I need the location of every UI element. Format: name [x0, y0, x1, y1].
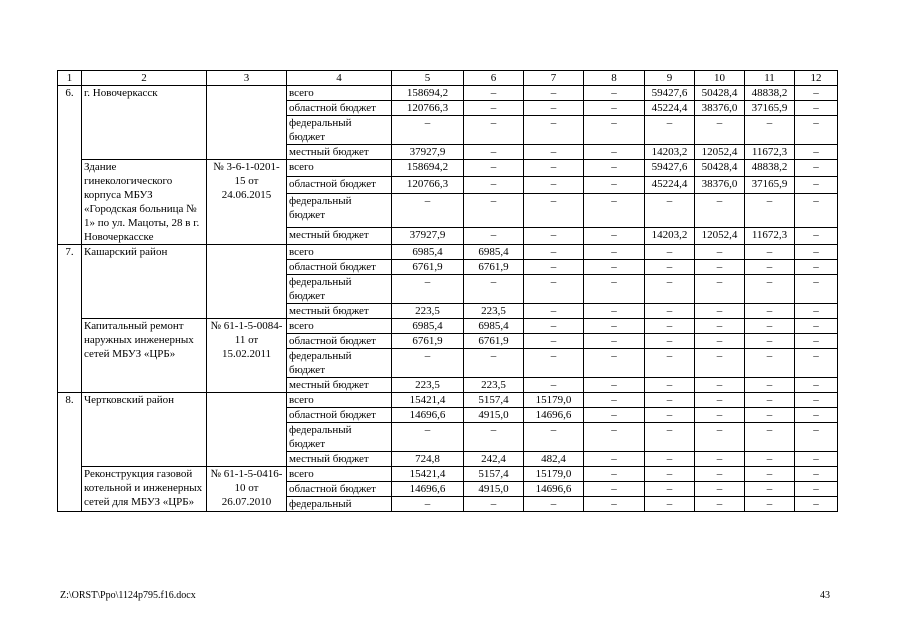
amount-cell: 50428,4 [695, 160, 745, 177]
amount-cell: – [745, 378, 795, 393]
document-ref [207, 86, 287, 160]
funding-source: федеральный бюджет [287, 194, 392, 227]
column-number-header: 11 [745, 71, 795, 86]
amount-cell: – [392, 497, 464, 512]
amount-cell: – [524, 334, 584, 349]
amount-cell: – [745, 482, 795, 497]
column-number-header: 7 [524, 71, 584, 86]
amount-cell: – [524, 275, 584, 304]
amount-cell: 223,5 [392, 378, 464, 393]
column-number-header: 3 [207, 71, 287, 86]
amount-cell: – [795, 260, 838, 275]
amount-cell: 45224,4 [645, 177, 695, 194]
amount-cell: – [584, 497, 645, 512]
column-number-header: 9 [645, 71, 695, 86]
amount-cell: – [584, 160, 645, 177]
amount-cell: – [745, 260, 795, 275]
row-number: 8. [58, 393, 82, 512]
funding-source: областной бюджет [287, 408, 392, 423]
table-row [58, 467, 838, 482]
amount-cell: – [695, 408, 745, 423]
funding-source: областной бюджет [287, 482, 392, 497]
amount-cell: – [524, 160, 584, 177]
funding-source: местный бюджет [287, 304, 392, 319]
amount-cell: – [695, 349, 745, 378]
amount-cell: – [695, 467, 745, 482]
amount-cell: – [584, 116, 645, 145]
amount-cell: – [464, 101, 524, 116]
funding-source: всего [287, 86, 392, 101]
row-number: 6. [58, 86, 82, 245]
footer-file-path: Z:\ORST\Ppo\1124p795.f16.docx [60, 590, 196, 601]
amount-cell: – [695, 393, 745, 408]
amount-cell: 5157,4 [464, 467, 524, 482]
funding-source: федеральный бюджет [287, 349, 392, 378]
object-name: Здание гинекологического корпуса МБУЗ «Городская больница № 1» по ул. Мацоты, 28 в г. Новочеркасске [82, 160, 207, 245]
amount-cell: 12052,4 [695, 227, 745, 244]
amount-cell: – [464, 145, 524, 160]
column-number-header: 8 [584, 71, 645, 86]
document-ref [207, 245, 287, 319]
amount-cell: – [745, 349, 795, 378]
amount-cell: – [695, 194, 745, 227]
table-body [58, 71, 838, 512]
amount-cell: – [584, 260, 645, 275]
amount-cell: – [524, 378, 584, 393]
table-row [58, 86, 838, 101]
amount-cell: – [695, 482, 745, 497]
amount-cell: – [695, 245, 745, 260]
amount-cell: – [524, 260, 584, 275]
amount-cell: – [795, 423, 838, 452]
amount-cell: – [645, 408, 695, 423]
amount-cell: – [464, 86, 524, 101]
column-number-header: 1 [58, 71, 82, 86]
amount-cell: – [584, 86, 645, 101]
column-number-header: 6 [464, 71, 524, 86]
table-row [58, 319, 838, 334]
amount-cell: – [645, 275, 695, 304]
amount-cell: – [795, 304, 838, 319]
amount-cell: – [464, 116, 524, 145]
table-row [58, 393, 838, 408]
amount-cell: – [695, 260, 745, 275]
amount-cell: – [695, 423, 745, 452]
funding-source: всего [287, 319, 392, 334]
amount-cell: – [645, 116, 695, 145]
amount-cell: 6761,9 [392, 260, 464, 275]
amount-cell: 15179,0 [524, 393, 584, 408]
amount-cell: 223,5 [392, 304, 464, 319]
amount-cell: 724,8 [392, 452, 464, 467]
amount-cell: – [584, 334, 645, 349]
amount-cell: – [645, 452, 695, 467]
amount-cell: – [745, 452, 795, 467]
budget-table [57, 70, 838, 512]
amount-cell: – [524, 227, 584, 244]
object-name: Реконструкция газовой котельной и инженерных сетей для МБУЗ «ЦРБ» [82, 467, 207, 512]
funding-source: федеральный бюджет [287, 116, 392, 145]
amount-cell: – [795, 319, 838, 334]
amount-cell: 6985,4 [464, 319, 524, 334]
amount-cell: – [645, 260, 695, 275]
amount-cell: – [795, 227, 838, 244]
amount-cell: – [524, 349, 584, 378]
amount-cell: 45224,4 [645, 101, 695, 116]
amount-cell: 4915,0 [464, 408, 524, 423]
funding-source: местный бюджет [287, 452, 392, 467]
document-ref [207, 393, 287, 467]
column-number-header: 2 [82, 71, 207, 86]
amount-cell: – [795, 145, 838, 160]
amount-cell: – [745, 116, 795, 145]
amount-cell: – [745, 467, 795, 482]
amount-cell: – [745, 304, 795, 319]
amount-cell: – [795, 116, 838, 145]
amount-cell: – [645, 349, 695, 378]
amount-cell: 6985,4 [392, 245, 464, 260]
amount-cell: – [795, 482, 838, 497]
amount-cell: – [584, 349, 645, 378]
amount-cell: – [584, 393, 645, 408]
amount-cell: – [645, 245, 695, 260]
amount-cell: – [524, 116, 584, 145]
amount-cell: – [524, 177, 584, 194]
object-name: Кашарский район [82, 245, 207, 319]
amount-cell: – [584, 482, 645, 497]
amount-cell: – [695, 319, 745, 334]
amount-cell: – [645, 393, 695, 408]
funding-source: всего [287, 160, 392, 177]
amount-cell: – [745, 423, 795, 452]
amount-cell: – [524, 145, 584, 160]
document-ref: № 61-1-5-0416-10 от 26.07.2010 [207, 467, 287, 512]
amount-cell: 15421,4 [392, 467, 464, 482]
amount-cell: 158694,2 [392, 86, 464, 101]
amount-cell: – [795, 334, 838, 349]
object-name: г. Новочеркасск [82, 86, 207, 160]
amount-cell: – [695, 378, 745, 393]
amount-cell: – [584, 275, 645, 304]
column-number-header: 12 [795, 71, 838, 86]
amount-cell: – [584, 452, 645, 467]
amount-cell: – [392, 194, 464, 227]
amount-cell: 120766,3 [392, 101, 464, 116]
amount-cell: 6761,9 [392, 334, 464, 349]
funding-source: местный бюджет [287, 227, 392, 244]
amount-cell: – [584, 423, 645, 452]
amount-cell: 4915,0 [464, 482, 524, 497]
amount-cell: – [695, 497, 745, 512]
column-number-header: 5 [392, 71, 464, 86]
amount-cell: 38376,0 [695, 177, 745, 194]
amount-cell: – [795, 497, 838, 512]
amount-cell: – [392, 116, 464, 145]
amount-cell: 223,5 [464, 304, 524, 319]
funding-source: областной бюджет [287, 334, 392, 349]
amount-cell: – [695, 275, 745, 304]
funding-source: всего [287, 393, 392, 408]
amount-cell: 37165,9 [745, 101, 795, 116]
amount-cell: 223,5 [464, 378, 524, 393]
amount-cell: – [584, 319, 645, 334]
funding-source: местный бюджет [287, 378, 392, 393]
amount-cell: – [795, 408, 838, 423]
amount-cell: 38376,0 [695, 101, 745, 116]
amount-cell: 14203,2 [645, 145, 695, 160]
amount-cell: – [464, 275, 524, 304]
funding-source: местный бюджет [287, 145, 392, 160]
column-number-header: 4 [287, 71, 392, 86]
document-ref: № 3-6-1-0201-15 от 24.06.2015 [207, 160, 287, 245]
amount-cell: – [392, 423, 464, 452]
amount-cell: 14696,6 [524, 408, 584, 423]
amount-cell: 6761,9 [464, 260, 524, 275]
funding-source: всего [287, 245, 392, 260]
amount-cell: 5157,4 [464, 393, 524, 408]
amount-cell: – [392, 349, 464, 378]
object-name: Чертковский район [82, 393, 207, 467]
amount-cell: 50428,4 [695, 86, 745, 101]
amount-cell: – [795, 452, 838, 467]
amount-cell: – [795, 86, 838, 101]
column-number-header: 10 [695, 71, 745, 86]
amount-cell: – [584, 304, 645, 319]
amount-cell: – [524, 194, 584, 227]
amount-cell: 482,4 [524, 452, 584, 467]
amount-cell: 12052,4 [695, 145, 745, 160]
amount-cell: – [795, 177, 838, 194]
amount-cell: – [745, 408, 795, 423]
funding-source: областной бюджет [287, 177, 392, 194]
amount-cell: 15179,0 [524, 467, 584, 482]
amount-cell: 14203,2 [645, 227, 695, 244]
amount-cell: – [584, 145, 645, 160]
funding-source: федеральный [287, 497, 392, 512]
amount-cell: – [464, 227, 524, 244]
amount-cell: – [745, 245, 795, 260]
amount-cell: – [745, 194, 795, 227]
amount-cell: – [795, 378, 838, 393]
amount-cell: – [524, 86, 584, 101]
amount-cell: 14696,6 [392, 482, 464, 497]
amount-cell: – [745, 275, 795, 304]
amount-cell: – [584, 177, 645, 194]
amount-cell: – [795, 275, 838, 304]
amount-cell: – [645, 497, 695, 512]
amount-cell: 11672,3 [745, 145, 795, 160]
amount-cell: – [524, 423, 584, 452]
amount-cell: 6761,9 [464, 334, 524, 349]
amount-cell: – [584, 194, 645, 227]
amount-cell: – [645, 467, 695, 482]
amount-cell: 15421,4 [392, 393, 464, 408]
amount-cell: – [645, 423, 695, 452]
amount-cell: 37927,9 [392, 145, 464, 160]
page-number: 43 [820, 590, 830, 601]
amount-cell: – [645, 334, 695, 349]
amount-cell: 120766,3 [392, 177, 464, 194]
amount-cell: – [695, 452, 745, 467]
amount-cell: 14696,6 [392, 408, 464, 423]
amount-cell: – [795, 393, 838, 408]
amount-cell: – [464, 194, 524, 227]
amount-cell: – [645, 304, 695, 319]
amount-cell: – [695, 334, 745, 349]
amount-cell: – [464, 423, 524, 452]
amount-cell: – [645, 194, 695, 227]
amount-cell: – [464, 497, 524, 512]
amount-cell: – [645, 482, 695, 497]
amount-cell: 6985,4 [464, 245, 524, 260]
amount-cell: – [524, 245, 584, 260]
amount-cell: – [645, 378, 695, 393]
amount-cell: – [645, 319, 695, 334]
amount-cell: – [524, 304, 584, 319]
document-ref: № 61-1-5-0084-11 от 15.02.2011 [207, 319, 287, 393]
amount-cell: – [392, 275, 464, 304]
amount-cell: 59427,6 [645, 160, 695, 177]
amount-cell: 6985,4 [392, 319, 464, 334]
funding-source: всего [287, 467, 392, 482]
amount-cell: – [584, 245, 645, 260]
amount-cell: – [795, 467, 838, 482]
amount-cell: 158694,2 [392, 160, 464, 177]
amount-cell: – [584, 378, 645, 393]
funding-source: областной бюджет [287, 101, 392, 116]
amount-cell: 59427,6 [645, 86, 695, 101]
amount-cell: – [795, 349, 838, 378]
amount-cell: – [745, 319, 795, 334]
amount-cell: – [795, 101, 838, 116]
amount-cell: – [795, 194, 838, 227]
amount-cell: 37927,9 [392, 227, 464, 244]
amount-cell: 37165,9 [745, 177, 795, 194]
amount-cell: 48838,2 [745, 86, 795, 101]
amount-cell: – [745, 393, 795, 408]
amount-cell: – [695, 116, 745, 145]
funding-source: областной бюджет [287, 260, 392, 275]
amount-cell: 242,4 [464, 452, 524, 467]
amount-cell: – [795, 160, 838, 177]
amount-cell: 48838,2 [745, 160, 795, 177]
row-number: 7. [58, 245, 82, 393]
amount-cell: – [584, 101, 645, 116]
amount-cell: – [795, 245, 838, 260]
amount-cell: 14696,6 [524, 482, 584, 497]
funding-source: федеральный бюджет [287, 423, 392, 452]
amount-cell: – [584, 408, 645, 423]
amount-cell: – [695, 304, 745, 319]
amount-cell: – [524, 101, 584, 116]
amount-cell: – [464, 160, 524, 177]
amount-cell: – [584, 467, 645, 482]
table-row [58, 245, 838, 260]
funding-source: федеральный бюджет [287, 275, 392, 304]
amount-cell: – [464, 177, 524, 194]
amount-cell: 11672,3 [745, 227, 795, 244]
amount-cell: – [745, 497, 795, 512]
amount-cell: – [584, 227, 645, 244]
table-row [58, 160, 838, 177]
amount-cell: – [524, 497, 584, 512]
header-row [58, 71, 838, 86]
object-name: Капитальный ремонт наружных инженерных сетей МБУЗ «ЦРБ» [82, 319, 207, 393]
amount-cell: – [524, 319, 584, 334]
amount-cell: – [745, 334, 795, 349]
amount-cell: – [464, 349, 524, 378]
